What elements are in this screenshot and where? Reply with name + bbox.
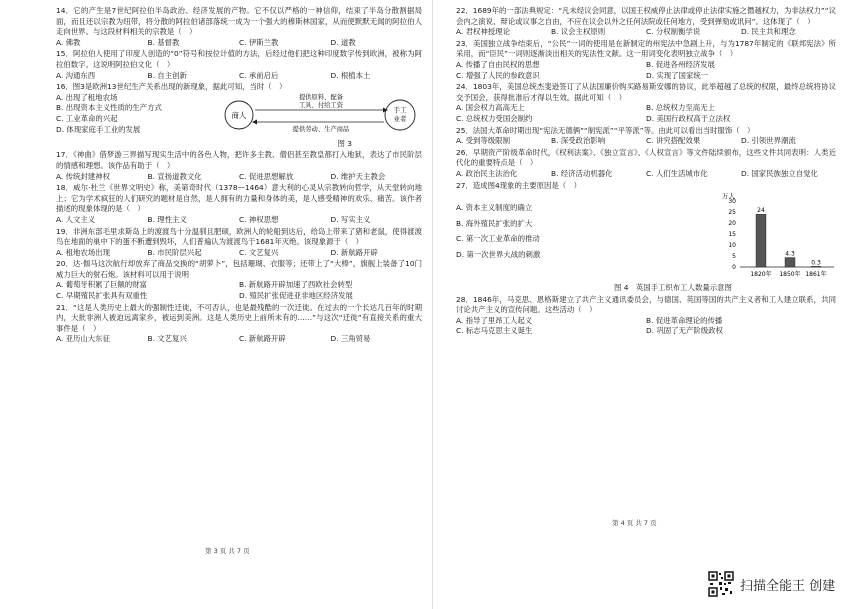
option-c: C. 工业革命的兴起 [56,113,118,123]
option-c: C. 承前启后 [239,70,279,80]
option-a: A. 指导了里昂工人起义 [456,315,533,325]
options [56,172,422,183]
option-b: B. 新航路开辟加速了西欧社会转型 [239,280,353,290]
option-c: C. 第一次工业革命的推动 [456,234,540,244]
option-a: A. 传播了自由民权的思想 [456,59,540,69]
option-c: C. 促进思想解放 [239,171,294,181]
question-17 [56,150,422,182]
option-c: C. 新航路开辟 [239,334,286,344]
qr-code-icon [708,571,734,597]
figure-3-diagram [217,93,422,139]
option-b: B. 文艺复兴 [147,334,187,344]
option-b: B. 市民阶层兴起 [147,247,202,257]
option-d: D. 新航路开辟 [330,247,378,257]
option-a: A. 佛教 [56,37,81,47]
option-d: D. 根植本土 [330,70,371,80]
options [56,248,422,259]
option-d: D. 美国行政权高于立法权 [646,113,731,123]
options [456,169,836,180]
option-a: A. 国会权力高高无上 [456,103,525,113]
option-a: A. 君权神授理论 [456,27,510,37]
y-tick-label: 0 [732,264,736,272]
option-c: C. 讲究搭配效果 [646,136,701,146]
option-d: D. 国家民族独立自觉化 [741,168,818,178]
option-a: A. 政治民主法治化 [456,168,518,178]
option-d: D. 民主共和理念 [741,27,796,37]
option-b: B. 深受政治影响 [551,136,606,146]
option-d: D. 第一次世界大战的刺激 [456,249,541,259]
question-stem: 28．1846年，马克思、恩格斯建立了共产主义通讯委员会，与德国、英国等国的共产主义者和工人建立联系，共同讨论共产主义的宣传问题。这些活动（ ） [456,294,836,315]
y-tick-label: 10 [728,242,736,250]
question-27 [456,181,836,294]
question-stem: 22．1689年的一部法典规定：“凡未经议会同意，以国王权威停止法律或停止法律实施之僭越权力，为非法权力”“议会内之演说、辩论或议事之自由，不应在议会以外之任何法院或任何地方，受到弹劾或讯问”。这体现了（ ） [456,6,836,26]
question-stem: 14．它的产生是7世纪阿拉伯半岛政治、经济发展的产物。它不仅以严格的一神信仰，结束了半岛分散割据局面，而且还以宗教为纽带，将分散的阿拉伯诸部落统一成为一个强大的穆斯林国家，从而使默默无闻的阿拉伯人走向世界。与这段材料相关的宗教是（ ） [56,6,422,37]
question-stem: 15．阿拉伯人使用了印度人创造的“0”符号和按位计值的方法，后经过他们把这种印度数字传到欧洲，被称为阿拉伯数字。这说明阿拉伯文化（ ） [56,49,422,69]
figure-4-caption: 图 4 英国手工织布工人数量示意图 [614,283,732,293]
option-a: A. 亚历山大东征 [56,334,110,344]
option-d: D. 引领世界潮流 [741,136,796,146]
options [456,191,708,283]
y-unit-label: 万人 [722,192,735,201]
question-23 [456,39,836,81]
question-14 [56,6,422,48]
right-page [456,6,836,338]
options [56,71,422,82]
option-a: A. 人文主义 [56,214,96,224]
page-footer-left: 第 3 页 共 7 页 [205,547,250,555]
options [456,103,836,124]
scanner-watermark [708,571,835,597]
y-tick-label: 5 [732,253,736,261]
option-a: A. 沟通东西 [56,70,96,80]
page-footer-right: 第 4 页 共 7 页 [612,519,657,527]
option-a: A. 资本主义制度的确立 [456,203,533,213]
option-c: C. 分权制衡学说 [646,27,701,37]
question-16 [56,82,422,149]
arrow-bottom-head [252,119,257,124]
artisan-label-2: 业者 [393,114,407,123]
page-divider [432,0,433,609]
watermark-text: 扫描全能王 创建 [740,578,836,594]
option-b: B. 出现资本主义性质的生产方式 [56,103,162,113]
option-a: A. 出现了租地农场 [56,92,118,102]
options [56,280,422,301]
option-b: B. 经济活动机器化 [551,168,613,178]
question-stem: 24．1803年，美国总统杰斐逊签订了从法国廉价购买路易斯安娜的协议，此举超越了总统的权限，最终总统将协议交予国会，获得批准后才得以生效。据此可知（ ） [456,82,836,102]
y-tick-label: 30 [728,198,736,206]
option-b: B. 宣扬道教文化 [147,171,202,181]
bar-value-label: 0.3 [811,259,821,267]
option-d: D. 体现家庭手工业的发展 [56,124,141,134]
question-20 [56,259,422,301]
question-stem: 27．造成图4现象的主要原因是（ ） [456,180,581,190]
x-tick-label: 1820年 [750,271,772,279]
options [56,93,217,139]
question-24 [456,82,836,124]
question-15 [56,49,422,81]
option-d: D. 维护天主教会 [330,171,386,181]
option-b: B. 海外殖民扩张的扩大 [456,218,533,228]
option-d: D. 殖民扩张促进亚非地区经济发展 [239,291,353,301]
y-tick-label: 15 [728,231,736,239]
option-d: D. 写实主义 [330,214,371,224]
option-c: C. 增强了人民的参政意识 [456,70,540,80]
x-tick-label: 1861年 [805,271,827,279]
bar-3 [811,266,821,267]
bar-2 [785,258,795,267]
bar-value-label: 24 [757,207,765,215]
left-page [56,6,422,346]
options [456,136,836,147]
question-stem: 17．《神曲》借梦游三界描写现实生活中的各色人物，把许多主教、僧侣甚至教皇都打入地狱，表达了市民阶层的情感和理想。该作品有助于（ ） [56,150,422,170]
question-stem: 23．美国独立战争结束后，“公民”一词的使用是在新制定的州宪法中急剧上升，与为1787年制定的《联邦宪法》所采用，而“臣民”一词则逐渐淡出相关的宪法性文献。这一用词变化表明独立战争（ ） [456,38,836,59]
figure-3-caption: 图 3 [337,138,352,148]
bar-1 [756,214,766,267]
bottom-label: 提供劳动、生产商品 [292,125,350,133]
question-stem: 26．早期资产阶级革命时代，《权利法案》、《独立宣言》、《人权宣言》等文件陆续颁布，这些文件共同表明：人类近代化的重要特点是（ ） [456,147,836,168]
question-21 [56,303,422,345]
options [56,38,422,49]
option-a: A. 传统封建神权 [56,171,110,181]
option-c: C. 人们生活城市化 [646,168,708,178]
question-19 [56,227,422,259]
option-d: D. 巩固了无产阶级政权 [646,326,723,336]
option-c: C. 文艺复兴 [239,247,279,257]
option-c: C. 标志马克思主义诞生 [456,326,533,336]
artisan-label-1: 手工 [393,105,407,114]
options [56,215,422,226]
option-a: A. 葡萄牙积累了巨额的财富 [56,280,147,290]
top-label-1: 提供原料、配备 [298,93,344,101]
options [456,60,836,81]
option-c: C. 神权思想 [239,214,279,224]
options [456,27,836,38]
merchant-label: 商人 [231,110,247,120]
options [56,334,422,345]
question-stem: 16．图3是欧洲13世纪生产关系出现的新现象，据此可知，当时（ ） [56,82,287,92]
question-28 [456,295,836,337]
option-c: C. 伊斯兰教 [239,37,279,47]
option-a: A. 受到等级限制 [456,136,510,146]
question-stem: 20．达·伽马这次航行却放弃了商品交换的“胡萝卜”，包括珊瑚、衣服等；还带上了“大棒”，旗舰上装备了10门威力巨大的射石炮。该材料可以用于说明 [56,259,422,279]
question-22 [456,6,836,38]
options [456,316,836,337]
question-18 [56,183,422,225]
top-label-2: 工具、付给工资 [298,101,344,109]
option-b: B. 促进各州经济发展 [646,59,715,69]
option-a: A. 租地农场出现 [56,247,110,257]
x-tick-label: 1850年 [779,271,801,279]
question-stem: 18．威尔·杜兰《世界文明史》称，美第奇时代（1378—1464）意大利的心灵从宗教转向哲学，从天堂转向地上；它为学术疯狂的人们研究的题材是自然，是人拥有的力量和身体的美，是人感受精神的欢乐、痛苦。该作者描述的现象体现的是（ ） [56,183,422,214]
option-c: C. 总统权力受国会制约 [456,113,533,123]
option-c: C. 早期殖民扩张具有双重性 [56,291,148,301]
question-stem: 21．“这是人类历史上最大的强制性迁徙，不可否认，也是最残酷的一次迁徙。在过去的一个长达几百年的时期内，大批非洲人被迫远离家乡，被运到美洲。这是人类历史上前所未有的……”与这次“迁徙”有直接关系的重大事件是（ ） [56,302,422,333]
question-25 [456,126,836,147]
option-b: B. 总统权力至高无上 [646,103,715,113]
option-b: B. 理性主义 [147,214,187,224]
y-tick-label: 20 [728,220,736,228]
figure-4-chart [716,191,836,283]
option-b: B. 基督教 [147,37,180,47]
option-b: B. 自主创新 [147,70,187,80]
question-stem: 25．法国大革命时期出现“宪法无德俩”“制宪派”“平等派”等。由此可以看出当时服饰（ ） [456,125,755,135]
option-d: D. 道教 [330,37,356,47]
question-stem: 19．非洲东部毛里求斯岛上的渡渡鸟十分温驯且肥硕，欧洲人的轮船到达后，给岛上带来了猪和老鼠，使得渡渡鸟在地面的巢中下的蛋不断遭到毁坏，人们普遍认为渡渡鸟于1681年灭绝。该现象源于（ ） [56,226,422,247]
question-26 [456,148,836,180]
y-tick-label: 25 [728,209,736,217]
option-b: B. 促进革命理论的传播 [646,315,723,325]
option-d: D. 三角贸易 [330,334,371,344]
bar-value-label: 4.3 [785,250,795,258]
option-d: D. 实现了国家统一 [646,70,709,80]
option-b: B. 议会主权原则 [551,27,606,37]
